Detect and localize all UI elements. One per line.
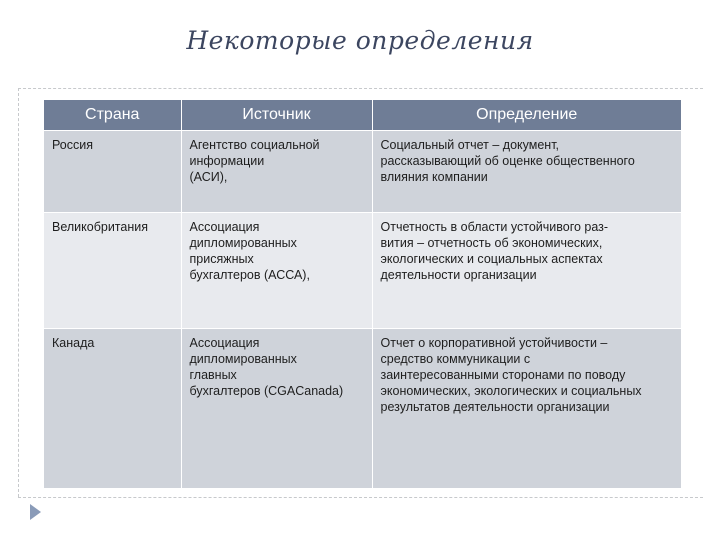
header-definition: Определение: [372, 100, 681, 131]
slide-title: Некоторые определения: [186, 26, 534, 55]
source-cell: [181, 329, 372, 489]
source-cell: [181, 213, 372, 329]
table-row: [44, 329, 681, 489]
definition-cell: [372, 131, 681, 213]
source-text: Ассоциация дипломированных главных бухгалтеров (CGACanada): [189, 336, 344, 398]
country-cell: [44, 329, 181, 489]
triangle-bullet-icon: [30, 504, 41, 520]
bottom-divider: [18, 497, 703, 498]
header-source: Источник: [181, 100, 372, 131]
header-country: Страна: [44, 100, 181, 131]
country-text: Великобритания: [52, 220, 148, 234]
source-cell: [181, 131, 372, 213]
definitions-table: [44, 100, 681, 488]
source-text: Агентство социальной информации (АСИ),: [189, 138, 320, 184]
definition-text: Отчет о корпоративной устойчивости – средство коммуникации с заинтересованными сторонами по поводу экономических, экологических и социальных результатов деятельности организации: [380, 336, 642, 414]
country-text: Канада: [52, 336, 95, 350]
definition-text: Социальный отчет – документ, рассказывающий об оценке общественного влияния компании: [380, 138, 635, 184]
country-text: Россия: [52, 138, 93, 152]
definition-cell: [372, 329, 681, 489]
left-divider: [18, 88, 19, 497]
definition-text: Отчетность в области устойчивого раз- вития – отчетность об экономических, экологических и социальных аспектах деятельности организации: [380, 220, 609, 282]
definition-cell: [372, 213, 681, 329]
top-divider: [18, 88, 703, 89]
source-text: Ассоциация дипломированных присяжных бухгалтеров (АССА),: [189, 220, 310, 282]
country-cell: [44, 213, 181, 329]
table-row: [44, 131, 681, 213]
country-cell: [44, 131, 181, 213]
table-row: [44, 213, 681, 329]
table-header-row: [44, 100, 681, 131]
